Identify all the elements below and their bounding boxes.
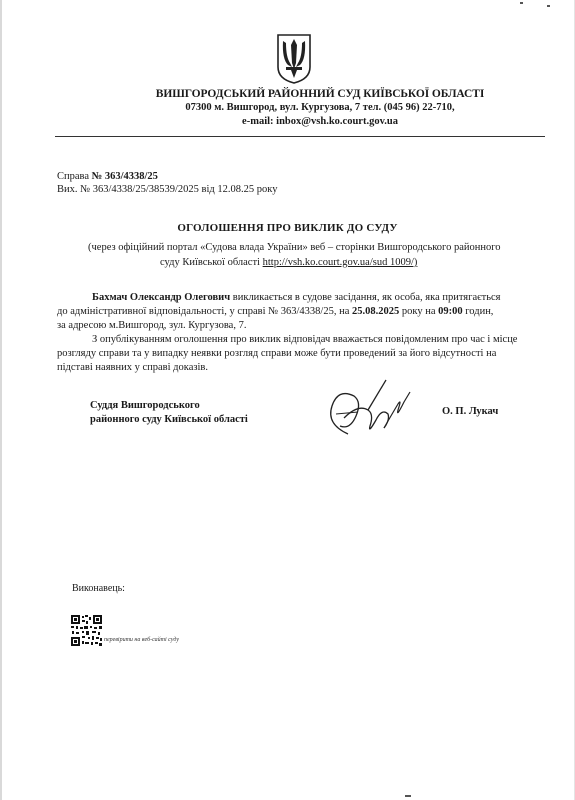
person-name: Бахмач Олександр Олегович xyxy=(92,292,231,303)
court-email: e-mail: inbox@vsh.ko.court.gov.ua xyxy=(242,116,398,127)
paragraph1-line1 xyxy=(92,292,500,303)
case-text: годин, xyxy=(462,306,494,317)
scan-speck xyxy=(405,795,411,797)
court-website-link[interactable]: http://vsh.ko.court.gov.ua/sud 1009/) xyxy=(262,257,418,268)
via-portal-prefix: суду Київської області xyxy=(160,257,263,268)
qr-verification-note: перевірити на веб-сайті суду xyxy=(104,637,180,643)
case-text: до адміністративної відповідальності, у справі № 363/4338/25, на xyxy=(57,306,352,317)
court-address: 07300 м. Вишгород, вул. Кургузова, 7 тел. (045 96) 22-710, xyxy=(185,102,455,113)
case-number: № 363/4338/25 xyxy=(91,171,158,182)
paragraph2-line3: підставі наявних у справі доказів. xyxy=(57,362,209,373)
trident-coat-of-arms-icon xyxy=(276,33,312,85)
case-text: року на xyxy=(399,306,439,317)
header-divider xyxy=(55,136,545,137)
executor-label: Виконавець: xyxy=(72,583,125,594)
judge-title-line1: Суддя Вишгородського xyxy=(90,400,200,411)
paragraph1-line2 xyxy=(57,306,493,317)
handwritten-signature xyxy=(318,374,418,444)
judge-title-line2: районного суду Київської області xyxy=(90,414,248,425)
hearing-time: 09:00 xyxy=(438,306,463,317)
qr-code-icon[interactable] xyxy=(70,614,103,647)
case-reference xyxy=(57,171,158,182)
case-prefix: Справа xyxy=(57,171,92,182)
judge-name: О. П. Лукач xyxy=(442,406,499,417)
scan-edge-left xyxy=(0,0,2,800)
paragraph1-line3: за адресою м.Вишгород, зул. Кургузова, 7. xyxy=(57,320,247,331)
paragraph2-line2: розгляду справи та у випадку неявки розгляд справи може бути проведений за його відсутності на xyxy=(57,348,497,359)
court-name: ВИШГОРОДСЬКИЙ РАЙОННИЙ СУД КИЇВСЬКОЇ ОБЛАСТІ xyxy=(155,88,485,100)
summons-text: викликається в судове засідання, як особа, яка притягається xyxy=(230,292,501,303)
paragraph2-line1: З опублікуванням оголошення про виклик відповідач вважається повідомленим про час і місце xyxy=(92,334,518,345)
via-portal-line1: (через офіційний портал «Судова влада України» веб – сторінки Вишгородського районного xyxy=(88,242,501,253)
outgoing-reference: Вих. № 363/4338/25/38539/2025 від 12.08.25 року xyxy=(57,184,278,195)
document-title: ОГОЛОШЕННЯ ПРО ВИКЛИК ДО СУДУ xyxy=(177,222,398,234)
scan-speck xyxy=(520,2,523,4)
hearing-date: 25.08.2025 xyxy=(352,306,400,317)
via-portal-line2 xyxy=(160,257,417,268)
scan-speck xyxy=(547,5,550,7)
